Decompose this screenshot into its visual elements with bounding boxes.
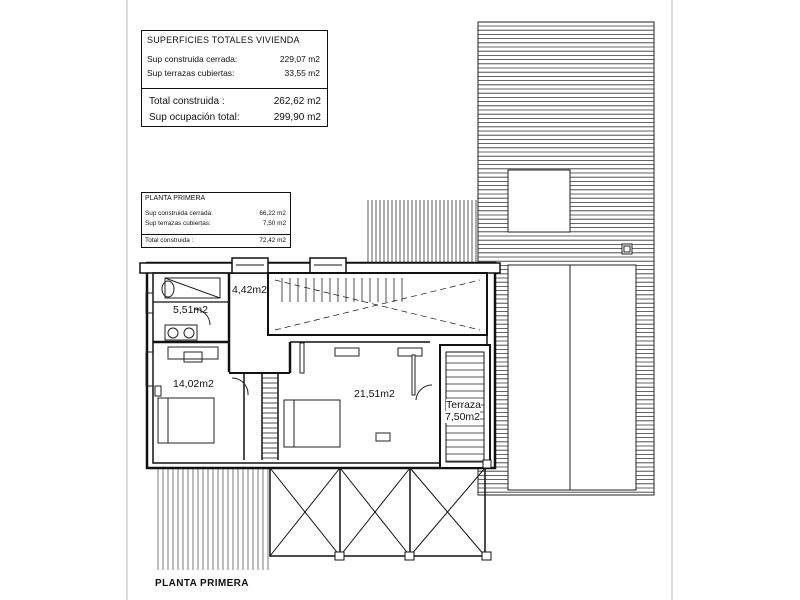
floor-table-divider — [141, 234, 291, 235]
lower-terrace — [270, 460, 491, 560]
room-stair-void-area: 4,42m2 — [232, 284, 268, 296]
totals-row-label: Sup terrazas cubiertas: — [147, 68, 235, 78]
floor-row-value: 7,50 m2 — [262, 220, 286, 227]
totals-total-value: 262,62 m2 — [273, 96, 321, 107]
floor-total-value: 72,42 m2 — [259, 237, 286, 244]
floor-title: PLANTA PRIMERA — [145, 195, 206, 202]
totals-row-value: 229,07 m2 — [279, 54, 320, 64]
totals-title: SUPERFICIES TOTALES VIVIENDA — [147, 35, 300, 45]
totals-occupancy-value: 299,90 m2 — [273, 112, 321, 123]
totals-row-value: 33,55 m2 — [284, 68, 320, 78]
plan-footer-title: PLANTA PRIMERA — [155, 578, 249, 589]
totals-occupancy-label: Sup ocupación total: — [149, 112, 240, 123]
totals-table-divider — [141, 88, 328, 89]
roof-panels — [508, 170, 636, 490]
totals-row-label: Sup construida cerrada: — [147, 54, 238, 64]
floor-total-label: Total construida : — [145, 237, 194, 244]
totals-table — [141, 30, 328, 127]
floor-table — [141, 192, 291, 248]
floor-row-label: Sup terrazas cubiertas: — [145, 220, 211, 227]
room-terrace-name: Terraza — [446, 399, 482, 411]
floor-row-label: Sup construida cerrada: — [145, 210, 213, 217]
floor-row-value: 66,22 m2 — [259, 210, 286, 217]
roof-center-hatch — [368, 200, 476, 262]
room-bedroom-left-area: 14,02m2 — [173, 378, 214, 390]
pergola-left-hatch — [158, 468, 268, 570]
room-bathroom-area: 5,51m2 — [173, 304, 209, 316]
room-bedroom-main-area: 21,51m2 — [354, 388, 395, 400]
totals-total-label: Total construida : — [149, 96, 225, 107]
room-terrace-area: 7,50m2 — [445, 411, 481, 423]
